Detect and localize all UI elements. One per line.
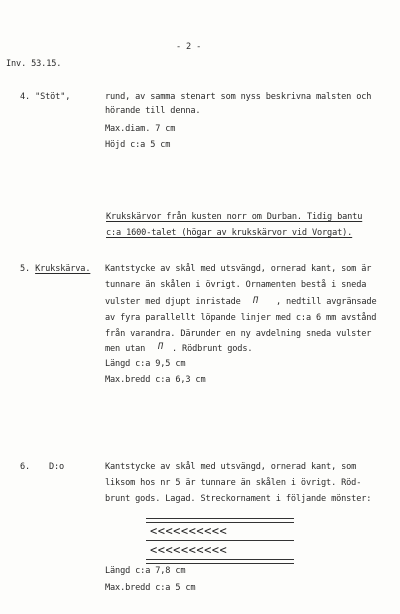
entry5-label: 5. Krukskärva.	[20, 264, 91, 274]
pattern-chevron-row: <<<<<<<<<<	[150, 543, 228, 557]
entry5-length: Längd c:a 9,5 cm	[105, 359, 186, 369]
pattern-rule	[146, 522, 294, 523]
entry5-line-6a: men utan	[105, 344, 146, 354]
pattern-chevron-row: <<<<<<<<<<	[150, 524, 228, 538]
entry4-label: 4. "Stöt",	[20, 92, 71, 102]
entry5-line-6b: . Rödbrunt gods.	[172, 344, 253, 354]
entry4-line-4: Höjd c:a 5 cm	[105, 140, 171, 150]
entry5-line-5: från varandra. Därunder en ny avdelning sneda vulster	[105, 329, 372, 339]
entry5-line-4: av fyra parallellt löpande linjer med c:a 6 mm avstånd	[105, 313, 377, 323]
ornament-pattern	[146, 516, 294, 564]
inventory-number: Inv. 53.15.	[6, 59, 62, 69]
entry4-line-1: rund, av samma stenart som nyss beskrivna malsten och	[105, 92, 372, 102]
entry6-length: Längd c:a 7,8 cm	[105, 566, 186, 576]
section-heading-line-2: c:a 1600-talet (högar av krukskärvor vid Vorgat).	[106, 228, 353, 238]
pattern-rule	[146, 518, 294, 519]
entry5-line-1: Kantstycke av skål med utsvängd, ornerad kant, som är	[105, 264, 372, 274]
entry6-line-1: Kantstycke av skål med utsvängd, ornerad kant, som	[105, 462, 357, 472]
entry6-line-2: liksom hos nr 5 är tunnare än skålen i övrigt. Röd-	[105, 478, 362, 488]
page-number: - 2 -	[176, 42, 202, 52]
pattern-rule	[146, 559, 294, 560]
entry5-line-3: vulster med djupt inristade	[105, 297, 241, 307]
entry5-width: Max.bredd c:a 6,3 cm	[105, 375, 206, 385]
entry4-line-3: Max.diam. 7 cm	[105, 124, 176, 134]
entry6-label: D:o	[49, 462, 65, 472]
entry4-line-2: hörande till denna.	[105, 106, 201, 116]
section-heading-line-1: Krukskärvor från kusten norr om Durban. Tidig bantu	[106, 212, 363, 222]
entry5-symbol-2: Π	[158, 342, 164, 352]
pattern-rule	[146, 540, 294, 541]
pattern-rule	[146, 563, 294, 564]
entry6-line-3: brunt gods. Lagad. Streckornament i följande mönster:	[105, 494, 372, 504]
entry6-number: 6.	[20, 462, 31, 472]
entry5-line-2: tunnare än skålen i övrigt. Ornamenten bestå i sneda	[105, 280, 367, 290]
entry5-symbol-1: Π	[253, 296, 259, 306]
entry5-line-3b: , nedtill avgränsade	[276, 297, 377, 307]
entry6-width: Max.bredd c:a 5 cm	[105, 583, 196, 593]
